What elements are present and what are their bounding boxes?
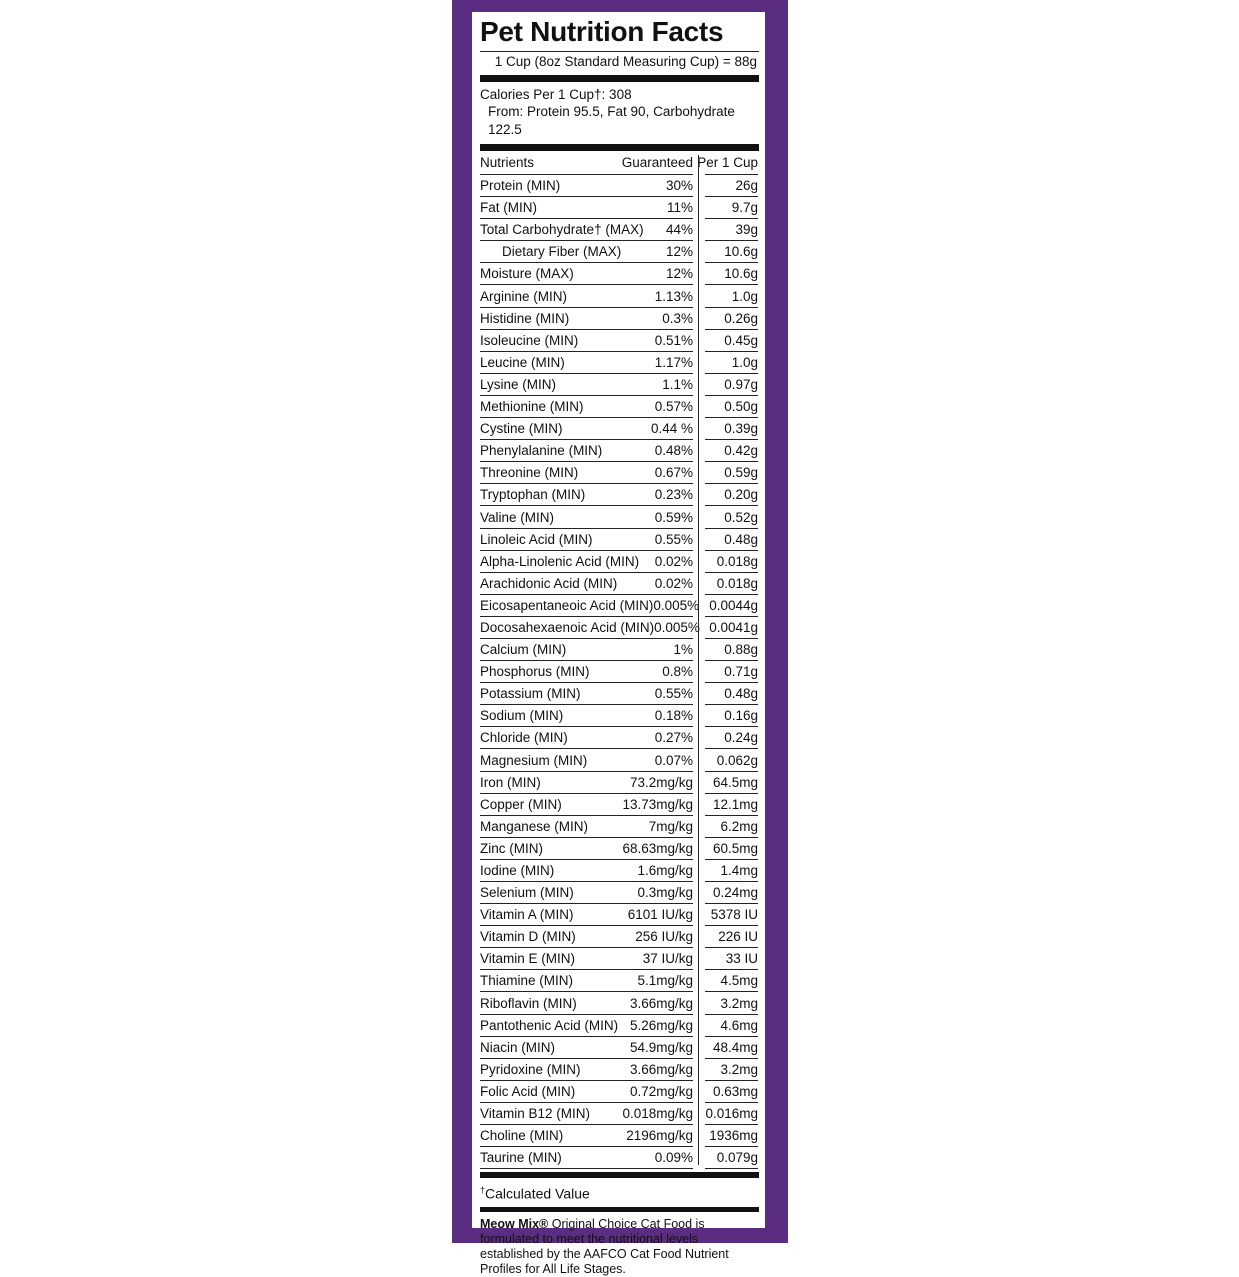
nutrient-row	[480, 352, 693, 374]
nutrient-name: Zinc (MIN)	[480, 840, 543, 856]
per-cup-value: 33 IU	[725, 951, 758, 967]
guaranteed-value: 13.73mg/kg	[622, 796, 693, 812]
per-cup-row	[705, 197, 758, 219]
per-cup-value: 0.0041g	[709, 619, 758, 635]
per-cup-row	[705, 772, 758, 794]
per-cup-row	[705, 727, 758, 749]
nutrient-row	[480, 772, 693, 794]
per-cup-value: 5378 IU	[710, 907, 758, 923]
per-cup-row	[705, 1081, 758, 1103]
per-cup-value: 0.50g	[724, 399, 758, 415]
per-cup-row	[705, 396, 758, 418]
per-cup-row	[705, 948, 758, 970]
nutrient-name: Cystine (MIN)	[480, 421, 563, 437]
per-cup-row	[705, 1125, 758, 1147]
per-cup-value: 0.016mg	[705, 1106, 758, 1122]
per-cup-row	[705, 970, 758, 992]
nutrient-name: Linoleic Acid (MIN)	[480, 531, 593, 547]
guaranteed-value: 5.1mg/kg	[637, 973, 693, 989]
nutrient-name: Dietary Fiber (MAX)	[502, 244, 622, 260]
guaranteed-value: 256 IU/kg	[635, 929, 693, 945]
nutrient-row	[480, 506, 693, 528]
nutrient-name: Tryptophan (MIN)	[480, 487, 586, 503]
formulation-text: Original Choice Cat Food is formulated to meet the nutritional levels established by the AAFCO Cat Food Nutrient Profiles for All Life Stages.	[480, 1216, 729, 1276]
nutrient-row	[480, 749, 693, 771]
per-cup-value: 0.062g	[716, 752, 758, 768]
per-cup-value: 0.45g	[724, 332, 758, 348]
nutrient-row	[480, 595, 700, 617]
guaranteed-value: 0.18%	[654, 708, 693, 724]
dagger-mark: †	[480, 1185, 486, 1196]
per-cup-value: 0.42g	[724, 443, 758, 459]
per-cup-row	[705, 308, 758, 330]
brand-name: Meow Mix®	[480, 1216, 549, 1231]
nutrient-row	[480, 948, 693, 970]
nutrient-name: Pyridoxine (MIN)	[480, 1061, 581, 1077]
per-cup-value: 1.0g	[731, 354, 758, 370]
guaranteed-value: 1.1%	[662, 376, 693, 392]
per-cup-value: 1936mg	[709, 1128, 758, 1144]
table-header-left	[480, 151, 693, 175]
nutrient-row	[480, 639, 693, 661]
per-cup-value: 10.6g	[724, 266, 758, 282]
nutrient-name: Phosphorus (MIN)	[480, 664, 590, 680]
nutrient-name: Folic Acid (MIN)	[480, 1083, 576, 1099]
guaranteed-value: 0.09%	[654, 1150, 693, 1166]
per-cup-value: 0.48g	[724, 531, 758, 547]
nutrient-name: Niacin (MIN)	[480, 1039, 556, 1055]
nutrient-row	[480, 661, 693, 683]
per-cup-value: 0.63mg	[712, 1083, 758, 1099]
nutrient-row	[480, 992, 693, 1014]
per-cup-row	[705, 263, 758, 285]
calories-line: Calories Per 1 Cup†: 308	[480, 87, 632, 102]
nutrient-name: Vitamin E (MIN)	[480, 951, 576, 967]
nutrient-name: Iron (MIN)	[480, 774, 541, 790]
nutrient-name: Isoleucine (MIN)	[480, 332, 579, 348]
guaranteed-value: 73.2mg/kg	[629, 774, 693, 790]
guaranteed-value: 0.27%	[654, 730, 693, 746]
nutrient-name: Lysine (MIN)	[480, 376, 557, 392]
nutrient-name: Protein (MIN)	[480, 178, 561, 194]
per-cup-row	[705, 749, 758, 771]
guaranteed-value: 30%	[665, 178, 693, 194]
nutrient-name: Calcium (MIN)	[480, 642, 567, 658]
nutrient-name: Methionine (MIN)	[480, 399, 584, 415]
guaranteed-value: 0.005%	[653, 597, 700, 613]
serving-size: 1 Cup (8oz Standard Measuring Cup) = 88g	[480, 51, 759, 72]
guaranteed-value: 5.26mg/kg	[629, 1017, 693, 1033]
per-cup-row	[705, 1037, 758, 1059]
nutrient-row	[480, 241, 693, 263]
guaranteed-value: 0.018mg/kg	[622, 1106, 693, 1122]
guaranteed-value: 0.02%	[654, 575, 693, 591]
guaranteed-value: 37 IU/kg	[642, 951, 693, 967]
guaranteed-value: 2196mg/kg	[626, 1128, 693, 1144]
nutrient-name: Arginine (MIN)	[480, 288, 568, 304]
nutrient-row	[480, 926, 693, 948]
nutrient-name: Magnesium (MIN)	[480, 752, 588, 768]
guaranteed-value: 0.51%	[654, 332, 693, 348]
per-cup-row	[705, 1015, 758, 1037]
nutrient-row	[480, 882, 693, 904]
per-cup-row	[705, 661, 758, 683]
nutrient-row	[480, 838, 693, 860]
guaranteed-value: 12%	[665, 266, 693, 282]
per-cup-value: 1.4mg	[720, 863, 758, 878]
guaranteed-value: 1%	[673, 642, 693, 658]
label-title: Pet Nutrition Facts	[480, 16, 724, 47]
nutrient-name: Sodium (MIN)	[480, 708, 564, 724]
guaranteed-value: 44%	[665, 222, 693, 238]
per-cup-row	[705, 992, 758, 1014]
per-cup-row	[705, 1147, 758, 1169]
nutrient-name: Histidine (MIN)	[480, 310, 570, 326]
nutrient-name: Manganese (MIN)	[480, 818, 589, 834]
per-cup-row	[705, 1059, 758, 1081]
nutrient-name: Vitamin A (MIN)	[480, 907, 574, 923]
guaranteed-value: 0.07%	[654, 752, 693, 768]
nutrient-row	[480, 330, 693, 352]
per-cup-row	[705, 639, 758, 661]
per-cup-row	[705, 551, 758, 573]
per-cup-value: 64.5mg	[712, 774, 758, 790]
guaranteed-value: 1.17%	[654, 354, 693, 370]
guaranteed-value: 0.8%	[662, 664, 693, 680]
nutrient-name: Iodine (MIN)	[480, 863, 555, 878]
per-cup-row	[705, 838, 758, 860]
per-cup-row	[705, 617, 758, 639]
nutrient-name: Pantothenic Acid (MIN)	[480, 1017, 619, 1033]
per-cup-row	[705, 794, 758, 816]
per-cup-value: 12.1mg	[712, 796, 758, 812]
nutrient-name: Leucine (MIN)	[480, 354, 565, 370]
per-cup-row	[705, 484, 758, 506]
per-cup-row	[705, 926, 758, 948]
guaranteed-value: 0.59%	[654, 509, 693, 525]
guaranteed-value: 0.55%	[654, 686, 693, 702]
per-cup-value: 0.26g	[724, 310, 758, 326]
per-cup-value: 0.52g	[724, 509, 758, 525]
guaranteed-value: 6101 IU/kg	[627, 907, 693, 923]
nutrient-name: Valine (MIN)	[480, 509, 555, 525]
per-cup-row	[705, 506, 758, 528]
per-cup-row	[705, 219, 758, 241]
per-cup-value: 3.2mg	[720, 1061, 758, 1077]
guaranteed-value: 0.44 %	[650, 421, 693, 437]
guaranteed-value: 7mg/kg	[648, 818, 693, 834]
nutrient-row	[480, 285, 693, 307]
nutrient-row	[480, 617, 700, 639]
formulation-statement	[480, 1212, 759, 1277]
header-nutrients: Nutrients	[480, 155, 535, 170]
nutrient-row	[480, 1081, 693, 1103]
per-cup-value: 10.6g	[724, 244, 758, 260]
guaranteed-value: 0.23%	[654, 487, 693, 503]
per-cup-row	[705, 175, 758, 197]
per-cup-row	[705, 705, 758, 727]
per-cup-value: 0.20g	[724, 487, 758, 503]
nutrient-name: Choline (MIN)	[480, 1128, 564, 1144]
nutrient-row	[480, 904, 693, 926]
per-cup-value: 3.2mg	[720, 995, 758, 1011]
per-cup-row	[705, 529, 758, 551]
nutrient-name: Threonine (MIN)	[480, 465, 579, 481]
nutrient-name: Selenium (MIN)	[480, 885, 574, 901]
per-cup-value: 0.018g	[716, 575, 758, 591]
nutrient-name: Alpha-Linolenic Acid (MIN)	[480, 553, 640, 569]
header-per-cup: Per 1 Cup	[697, 155, 758, 170]
nutrient-row	[480, 1037, 693, 1059]
per-cup-row	[705, 352, 758, 374]
per-cup-value: 6.2mg	[720, 818, 758, 834]
nutrient-row	[480, 816, 693, 838]
nutrient-name: Total Carbohydrate† (MAX)	[480, 222, 644, 238]
nutrient-name: Arachidonic Acid (MIN)	[480, 575, 618, 591]
nutrient-name: Thiamine (MIN)	[480, 973, 574, 989]
nutrient-row	[480, 219, 693, 241]
per-cup-value: 1.0g	[731, 288, 758, 304]
guaranteed-value: 11%	[666, 200, 693, 216]
guaranteed-value: 0.02%	[654, 553, 693, 569]
guaranteed-value: 0.48%	[654, 443, 693, 459]
per-cup-row	[705, 285, 758, 307]
guaranteed-value: 54.9mg/kg	[629, 1039, 693, 1055]
per-cup-row	[705, 462, 758, 484]
nutrient-row	[480, 484, 693, 506]
thick-divider	[480, 144, 759, 151]
per-cup-column	[697, 151, 758, 1169]
per-cup-row	[705, 374, 758, 396]
per-cup-value: 226 IU	[718, 929, 758, 945]
nutrient-row	[480, 1059, 693, 1081]
per-cup-value: 0.39g	[724, 421, 758, 437]
nutrient-name: Chloride (MIN)	[480, 730, 568, 746]
per-cup-value: 0.24g	[724, 730, 758, 746]
footnote-text: Calculated Value	[485, 1185, 590, 1202]
nutrient-row	[480, 396, 693, 418]
guaranteed-value: 0.72mg/kg	[629, 1083, 693, 1099]
per-cup-value: 4.5mg	[720, 973, 758, 989]
nutrient-row	[480, 1147, 693, 1169]
guaranteed-value: 0.3mg/kg	[637, 885, 693, 901]
nutrient-name: Docosahexaenoic Acid (MIN)	[480, 619, 655, 635]
nutrient-name: Vitamin D (MIN)	[480, 929, 576, 945]
nutrient-name: Eicosapentaneoic Acid (MIN)	[480, 597, 654, 613]
per-cup-value: 0.16g	[724, 708, 758, 724]
per-cup-row	[705, 440, 758, 462]
guaranteed-value: 68.63mg/kg	[622, 840, 693, 856]
nutrient-row	[480, 374, 693, 396]
per-cup-value: 0.24mg	[712, 885, 758, 901]
nutrient-row	[480, 1103, 693, 1125]
guaranteed-value: 0.55%	[654, 531, 693, 547]
nutrient-row	[480, 860, 693, 882]
per-cup-value: 4.6mg	[720, 1017, 758, 1033]
nutrient-row	[480, 418, 693, 440]
nutrient-name: Potassium (MIN)	[480, 686, 581, 702]
nutrient-row	[480, 529, 693, 551]
per-cup-row	[705, 860, 758, 882]
nutrient-row	[480, 440, 693, 462]
per-cup-value: 39g	[735, 222, 758, 238]
guaranteed-value: 3.66mg/kg	[629, 1061, 693, 1077]
per-cup-row	[705, 904, 758, 926]
guaranteed-value: 1.13%	[654, 288, 693, 304]
per-cup-row	[705, 595, 758, 617]
nutrient-name: Riboflavin (MIN)	[480, 995, 577, 1011]
guaranteed-value: 0.005%	[654, 619, 700, 635]
nutrient-row	[480, 683, 693, 705]
per-cup-value: 0.018g	[716, 553, 758, 569]
nutrient-row	[480, 705, 693, 727]
per-cup-value: 0.48g	[724, 686, 758, 702]
per-cup-row	[705, 683, 758, 705]
nutrient-table	[480, 151, 759, 1169]
nutrient-name: Taurine (MIN)	[480, 1150, 562, 1166]
per-cup-row	[705, 241, 758, 263]
per-cup-value: 0.88g	[724, 642, 758, 658]
nutrient-row	[480, 308, 693, 330]
nutrient-row	[480, 573, 693, 595]
per-cup-value: 0.079g	[716, 1150, 758, 1166]
nutrient-row	[480, 175, 693, 197]
per-cup-value: 0.97g	[724, 376, 758, 392]
per-cup-value: 0.59g	[724, 465, 758, 481]
nutrient-row	[480, 1015, 693, 1037]
per-cup-row	[705, 1103, 758, 1125]
nutrient-name: Phenylalanine (MIN)	[480, 443, 603, 459]
guaranteed-value: 1.6mg/kg	[637, 863, 693, 878]
nutrient-name: Fat (MIN)	[480, 200, 537, 216]
nutrient-row	[480, 794, 693, 816]
per-cup-row	[705, 882, 758, 904]
per-cup-value: 9.7g	[731, 200, 758, 216]
guaranteed-value: 0.67%	[654, 465, 693, 481]
per-cup-row	[705, 418, 758, 440]
per-cup-value: 0.71g	[724, 664, 758, 680]
footnote	[480, 1178, 759, 1204]
per-cup-value: 60.5mg	[712, 840, 758, 856]
per-cup-row	[705, 816, 758, 838]
per-cup-value: 26g	[735, 178, 758, 194]
guaranteed-value: 0.3%	[662, 310, 693, 326]
header-guaranteed: Guaranteed	[621, 155, 693, 170]
thick-divider	[480, 75, 759, 82]
calories-from-line: From: Protein 95.5, Fat 90, Carbohydrate 122.5	[488, 104, 735, 137]
nutrient-row	[480, 727, 693, 749]
nutrient-name: Vitamin B12 (MIN)	[480, 1106, 591, 1122]
guaranteed-value: 12%	[665, 244, 693, 260]
nutrient-row	[480, 1125, 693, 1147]
guaranteed-value: 0.57%	[654, 399, 693, 415]
per-cup-value: 0.0044g	[709, 597, 758, 613]
guaranteed-value: 3.66mg/kg	[629, 995, 693, 1011]
nutrient-row	[480, 263, 693, 285]
nutrient-row	[480, 462, 693, 484]
per-cup-value: 48.4mg	[712, 1039, 758, 1055]
per-cup-row	[705, 573, 758, 595]
nutrient-row	[480, 197, 693, 219]
nutrient-row	[480, 970, 693, 992]
nutrient-row	[480, 551, 693, 573]
per-cup-row	[705, 330, 758, 352]
table-header-right	[697, 151, 758, 175]
nutrient-column	[480, 151, 700, 1169]
nutrient-name: Copper (MIN)	[480, 796, 562, 812]
nutrient-name: Moisture (MAX)	[480, 266, 574, 282]
nutrition-facts-label	[472, 12, 765, 1276]
column-divider	[698, 155, 699, 1165]
